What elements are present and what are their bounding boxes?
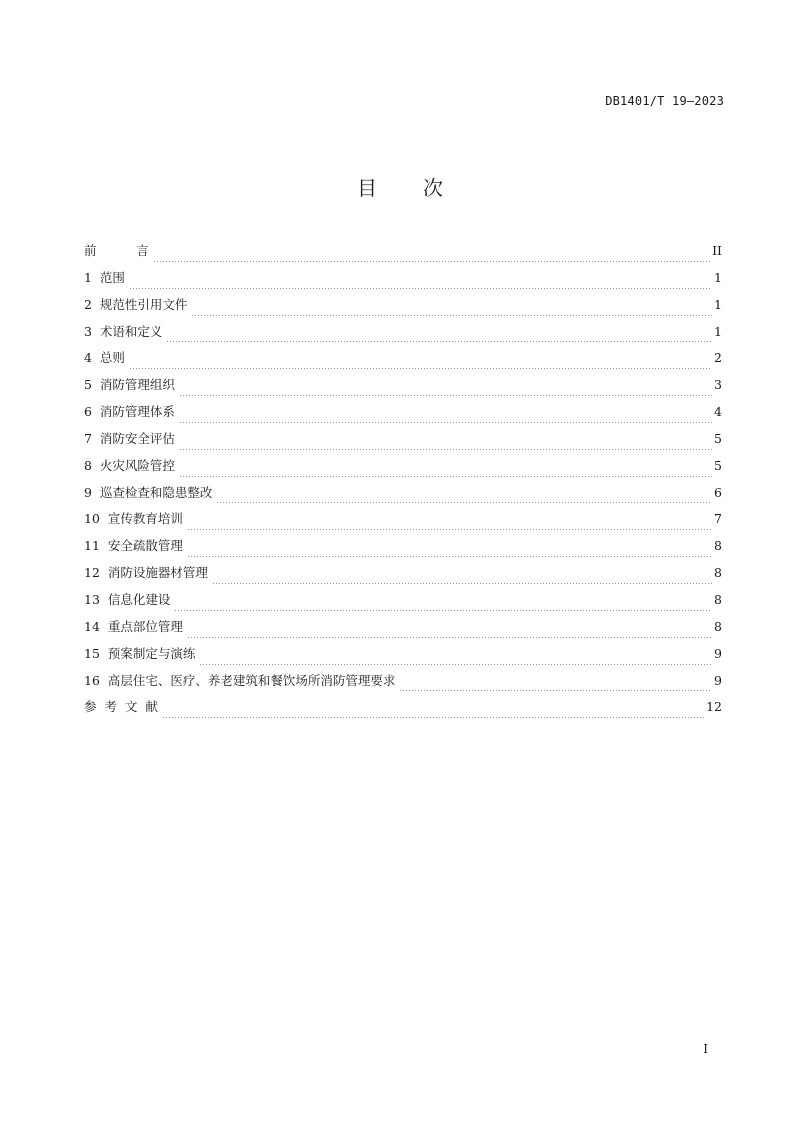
toc-entry-5[interactable] [84, 375, 722, 402]
toc-entry-12[interactable] [84, 563, 722, 590]
table-of-contents [84, 241, 722, 724]
toc-entry-label: 11 安全疏散管理 [84, 538, 183, 554]
toc-entry-13[interactable] [84, 590, 722, 617]
toc-entry-page: 8 [714, 618, 722, 634]
toc-entry-label: 10 宣传教育培训 [84, 511, 183, 527]
page-number: I [703, 1042, 708, 1056]
dot-leader [179, 449, 712, 450]
dot-leader [191, 315, 712, 316]
toc-entry-3[interactable] [84, 322, 722, 349]
dot-leader [129, 368, 712, 369]
dot-leader [179, 395, 712, 396]
toc-entry-4[interactable] [84, 348, 722, 375]
toc-entry-references[interactable] [84, 697, 722, 724]
toc-entry-10[interactable] [84, 509, 722, 536]
toc-entry-label: 3 术语和定义 [84, 323, 163, 339]
dot-leader [129, 288, 712, 289]
toc-entry-label: 6 消防管理体系 [84, 404, 175, 420]
toc-entry-label: 13 信息化建设 [84, 591, 171, 607]
toc-entry-label: 7 消防安全评估 [84, 430, 175, 446]
toc-entry-16[interactable] [84, 671, 722, 698]
toc-entry-page: 5 [714, 430, 722, 446]
dot-leader [212, 583, 712, 584]
document-code: DB1401/T 19—2023 [605, 94, 724, 108]
toc-entry-page: 2 [714, 350, 722, 366]
toc-entry-page: 8 [714, 538, 722, 554]
toc-entry-foreword[interactable] [84, 241, 722, 268]
toc-entry-page: 7 [714, 511, 722, 527]
dot-leader [174, 610, 712, 611]
title-char-1: 目 [357, 176, 377, 200]
toc-entry-label: 前 言 [84, 243, 149, 258]
toc-entry-label: 15 预案制定与演练 [84, 645, 196, 661]
dot-leader [187, 556, 712, 557]
toc-entry-9[interactable] [84, 483, 722, 510]
toc-entry-6[interactable] [84, 402, 722, 429]
dot-leader [153, 261, 710, 262]
toc-entry-page: 6 [714, 484, 722, 500]
dot-leader [187, 529, 712, 530]
toc-entry-label: 14 重点部位管理 [84, 618, 183, 634]
toc-entry-label: 5 消防管理组织 [84, 377, 175, 393]
toc-entry-14[interactable] [84, 617, 722, 644]
toc-entry-page: 3 [714, 377, 722, 393]
toc-entry-7[interactable] [84, 429, 722, 456]
toc-entry-page: 9 [714, 645, 722, 661]
toc-entry-page: 12 [706, 699, 722, 715]
toc-entry-page: 8 [714, 565, 722, 581]
toc-entry-11[interactable] [84, 536, 722, 563]
toc-entry-page: 1 [714, 269, 722, 285]
title-char-2: 次 [423, 176, 443, 200]
toc-entry-label: 12 消防设施器材管理 [84, 565, 208, 581]
page-title [0, 172, 800, 201]
toc-entry-page: II [712, 243, 722, 258]
toc-entry-label: 参 考 文 献 [84, 699, 158, 715]
toc-entry-page: 5 [714, 457, 722, 473]
toc-entry-label: 9 巡查检查和隐患整改 [84, 484, 213, 500]
toc-entry-1[interactable] [84, 268, 722, 295]
toc-entry-page: 8 [714, 591, 722, 607]
toc-entry-label: 2 规范性引用文件 [84, 296, 188, 312]
toc-entry-label: 8 火灾风险管控 [84, 457, 175, 473]
toc-entry-page: 1 [714, 323, 722, 339]
toc-entry-15[interactable] [84, 644, 722, 671]
toc-entry-page: 4 [714, 404, 722, 420]
toc-entry-label: 16 高层住宅、医疗、养老建筑和餐饮场所消防管理要求 [84, 672, 396, 688]
dot-leader [216, 502, 712, 503]
dot-leader [399, 690, 712, 691]
toc-entry-page: 9 [714, 672, 722, 688]
dot-leader [162, 717, 704, 718]
toc-entry-page: 1 [714, 296, 722, 312]
dot-leader [199, 664, 712, 665]
toc-entry-label: 4 总则 [84, 350, 125, 366]
dot-leader [166, 341, 712, 342]
dot-leader [179, 476, 712, 477]
toc-entry-2[interactable] [84, 295, 722, 322]
toc-entry-label: 1 范围 [84, 269, 125, 285]
toc-entry-8[interactable] [84, 456, 722, 483]
dot-leader [187, 637, 712, 638]
dot-leader [179, 422, 712, 423]
